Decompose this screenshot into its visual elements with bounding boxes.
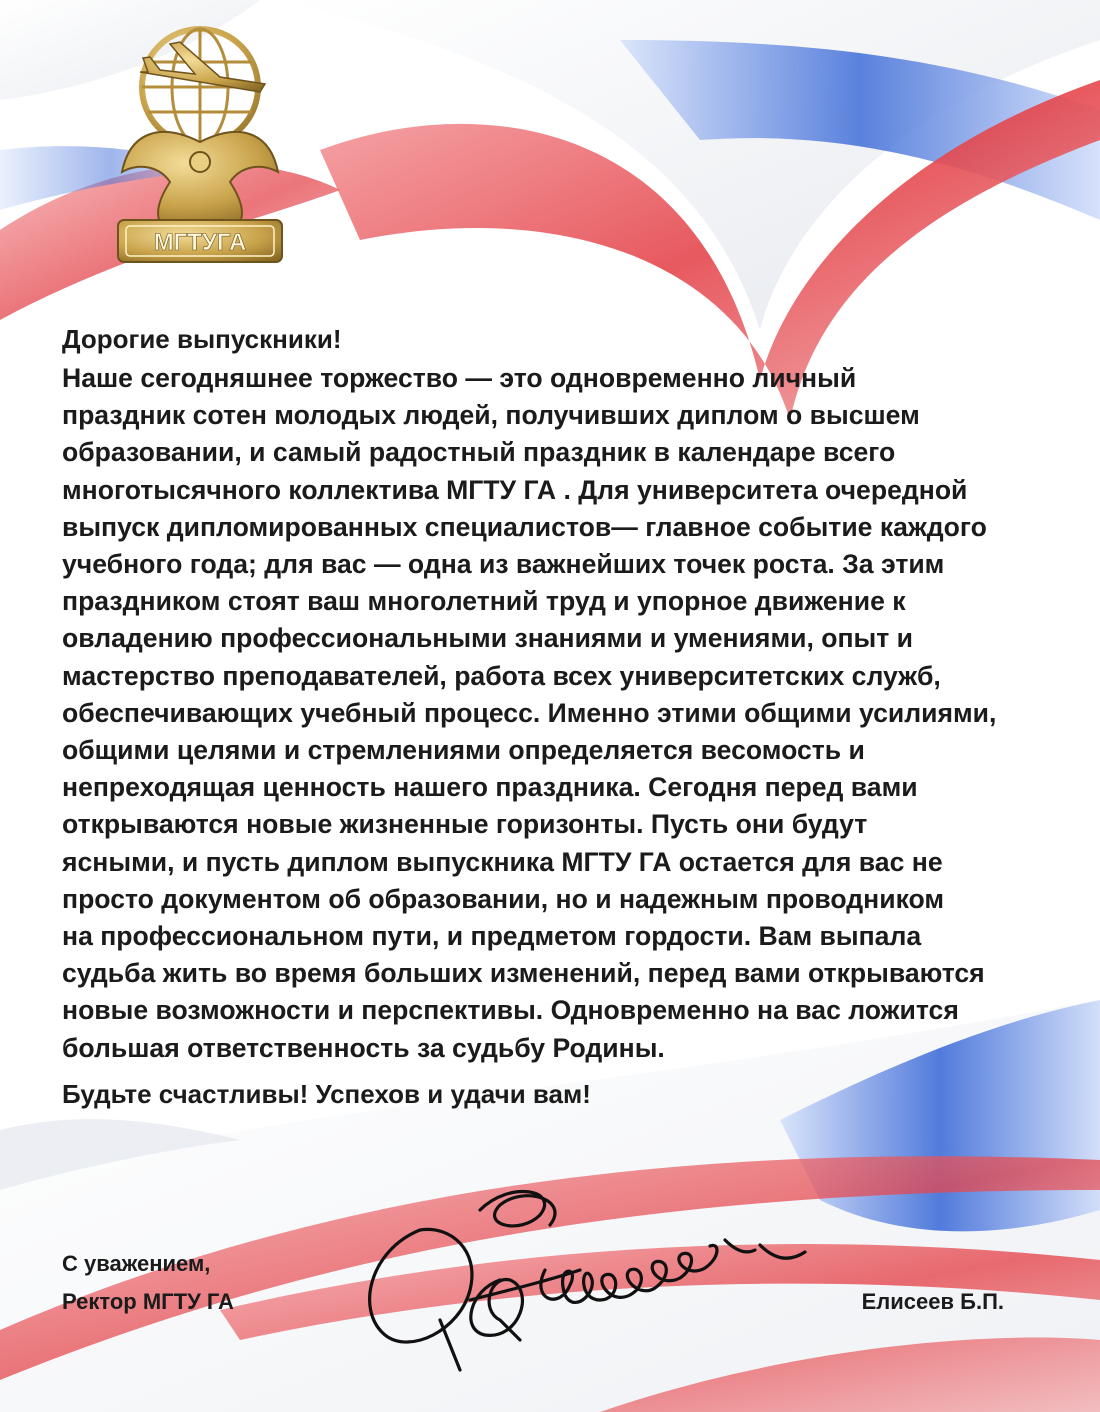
rector-title: Ректор МГТУ ГА <box>62 1289 234 1314</box>
body-line: праздник сотен молодых людей, получивших диплом о высшем <box>62 400 920 431</box>
body-line: образовании, и самый радостный праздник в календаре всего <box>62 437 896 468</box>
body-line: овладению профессиональными знаниями и умениями, опыт и <box>62 623 914 654</box>
signoff-block <box>62 1245 234 1321</box>
body-line: общими целями и стремлениями определяется весомость и <box>62 735 865 766</box>
greeting: Дорогие выпускники! <box>62 324 342 354</box>
emblem-text: МГТУГА <box>153 229 247 256</box>
body-line: праздником стоят ваш многолетний труд и упорное движение к <box>62 586 906 617</box>
rector-name: Елисеев Б.П. <box>861 1289 1004 1314</box>
body-line: ясными, и пусть диплом выпускника МГТУ ГА остается для вас не <box>62 846 943 877</box>
body-line: большая ответственность за судьбу Родины. <box>62 1032 665 1063</box>
eagle-icon <box>122 132 278 222</box>
body-line: многотысячного коллектива МГТУ ГА . Для университета очередной <box>62 474 968 505</box>
body-line: Наше сегодняшнее торжество — это одновременно личный <box>62 363 857 393</box>
body-line: открываются новые жизненные горизонты. Пусть они будут <box>62 809 868 840</box>
body-line: непреходящая ценность нашего праздника. Сегодня перед вами <box>62 772 918 803</box>
letter-content <box>62 322 1062 1111</box>
regards-text: С уважением, <box>62 1251 211 1276</box>
letter-body <box>62 360 1062 1067</box>
body-line: просто документом об образовании, но и надежным проводником <box>62 883 945 914</box>
body-line: судьба жить во время больших изменений, перед вами открываются <box>62 958 985 989</box>
body-line: обеспечивающих учебный процесс. Именно этими общими усилиями, <box>62 697 997 728</box>
body-line: новые возможности и перспективы. Одновременно на вас ложится <box>62 995 959 1026</box>
university-emblem <box>100 22 300 282</box>
closing-line: Будьте счастливы! Успехов и удачи вам! <box>62 1078 591 1109</box>
body-line: мастерство преподавателей, работа всех университетских служб, <box>62 660 941 691</box>
body-line: учебного года; для вас — одна из важнейших точек роста. За этим <box>62 549 945 580</box>
body-line: выпуск дипломированных специалистов— главное событие каждого <box>62 511 987 542</box>
handwritten-signature <box>350 1170 820 1380</box>
body-line: на профессиональном пути, и предметом гордости. Вам выпала <box>62 921 922 952</box>
